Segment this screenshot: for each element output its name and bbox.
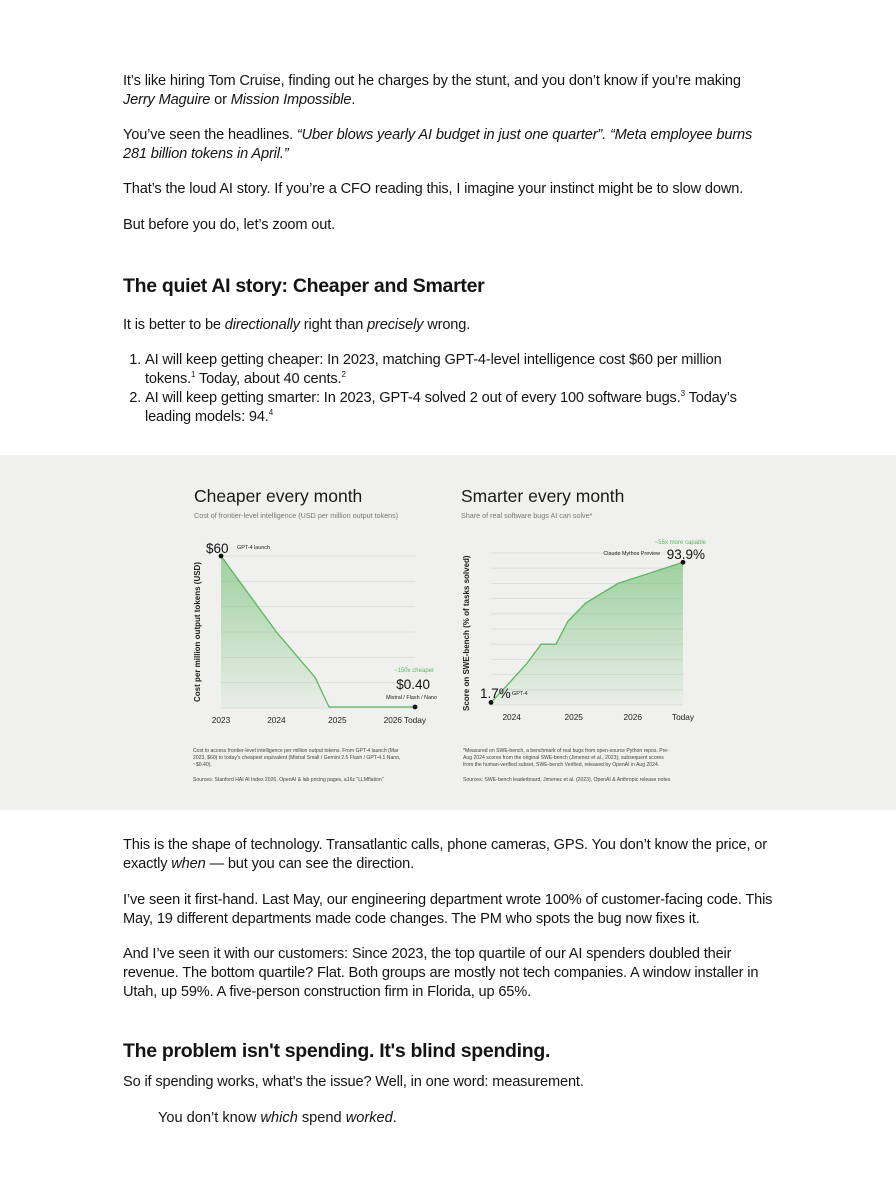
emphasis: “Uber blows yearly AI budget in just one quarter”. “Meta employee burns 281 billion tokens in April.” [123, 127, 753, 162]
chart-title: Cheaper every month [194, 486, 363, 506]
intro [123, 72, 773, 110]
x-tick-label: 2024 [502, 712, 521, 722]
list-item [145, 351, 773, 389]
footnote-line: Cost to access frontier-level intelligence per million output tokens. From GPT-4 launch (Mar [193, 748, 399, 754]
end-note: Mistral / Flash / Nano [386, 695, 437, 701]
chart-smarter [461, 486, 707, 783]
charts-svg [0, 455, 896, 810]
chart-title: Smarter every month [461, 486, 625, 506]
footnote-line: ~$0.40). [193, 762, 212, 768]
section-heading-cheaper-smarter: The quiet AI story: Cheaper and Smarter [123, 275, 485, 297]
intro-2 [123, 126, 773, 164]
intro-paragraph-2 [123, 126, 773, 164]
x-tick-label: Today [671, 712, 695, 722]
section-2-lead-wrap [123, 1073, 773, 1092]
end-value-label: 93.9% [666, 547, 705, 562]
after-paragraph-3: And I’ve seen it with our customers: Since 2023, the top quartile of our AI spenders doubled their revenue. The bottom quartile? Flat. Both groups are mostly not tech companies. A window installer in Utah, up 59%. A five-person construction firm in Florida, up 65%. [123, 946, 759, 1000]
x-tick-label: 2025 [564, 712, 583, 722]
text-run: right than [299, 317, 368, 333]
emphasis: precisely [367, 317, 424, 333]
emphasis: directionally [224, 317, 300, 333]
list-item [145, 389, 773, 427]
chart-subtitle: Cost of frontier-level intelligence (USD per million output tokens) [194, 511, 399, 520]
text-run: It is better to be [123, 317, 225, 333]
intro-4 [123, 216, 773, 235]
x-ticks [502, 712, 694, 722]
section-1-list-wrap [123, 351, 773, 427]
after-2 [123, 891, 773, 929]
text-run: spend [297, 1110, 346, 1126]
end-note: Claude Mythos Preview [603, 551, 660, 557]
section-2-lead: So if spending works, what's the issue? Well, in one word: measurement. [123, 1074, 584, 1090]
text-run: Today’s leading models: 94. [145, 390, 737, 425]
after-paragraph-2: I’ve seen it first-hand. Last May, our engineering department wrote 100% of customer-facing code. This May, 19 different departments made code changes. The PM who spots the bug now fixes it. [123, 892, 773, 927]
x-ticks [212, 715, 427, 725]
section-1 [123, 274, 773, 298]
x-tick-label: 2026 [623, 712, 643, 722]
text-run: It’s like hiring Tom Cruise, finding out he charges by the stunt, and you don’t know if you’re making [123, 73, 741, 89]
text-run: . [351, 92, 356, 108]
x-tick-label: 2023 [211, 715, 231, 725]
emphasis: which [260, 1110, 298, 1126]
start-note: GPT-4 launch [237, 545, 270, 551]
start-note: GPT-4 [512, 691, 528, 697]
section-1-lead-wrap [123, 316, 773, 335]
start-value-label: $60 [206, 541, 229, 556]
start-value-label: 1.7% [480, 686, 511, 701]
chart-subtitle: Share of real software bugs AI can solve* [461, 511, 593, 520]
text-run: AI will keep getting smarter: In 2023, GPT-4 solved 2 out of every 100 software bugs. [145, 390, 681, 406]
section-2 [123, 1039, 773, 1063]
text-run: You’ve seen the headlines. [123, 127, 297, 143]
after-1 [123, 836, 773, 874]
footnote-ref: 4 [268, 408, 274, 417]
footnote-ref: 3 [680, 389, 685, 398]
y-axis-label: Score on SWE-bench (% of tasks solved) [462, 555, 471, 711]
emphasis: when [171, 856, 206, 872]
footnote-line: from the human-verified subset, SWE-bench Verified, released by OpenAI in Aug 2024. [463, 762, 660, 768]
intro-paragraph-1 [123, 72, 773, 110]
footnote-ref: 2 [341, 370, 346, 379]
text-run: wrong. [423, 317, 471, 333]
text-run: — but you can see the direction. [205, 856, 414, 872]
x-tick-label: 2026 [383, 715, 403, 725]
emphasis: Mission Impossible [230, 92, 352, 108]
footnote-line: Aug 2024 scores from the original SWE-bench (Jimenez et al., 2023); subsequent scores [463, 755, 664, 761]
text-run: You don’t know [158, 1110, 261, 1126]
chart-cheaper [193, 486, 437, 783]
numbered-list [123, 351, 773, 427]
emphasis: Jerry Maguire [123, 92, 211, 108]
callout: ~150x cheaper [394, 668, 434, 674]
emphasis: worked [345, 1110, 393, 1126]
callout: ~55x more capable [654, 540, 706, 546]
text-run: . [392, 1110, 397, 1126]
after-3 [123, 945, 773, 1002]
charts-panel [0, 455, 896, 810]
footnote-line: *Measured on SWE-bench, a benchmark of real bugs from open-source Python repos. Pre- [463, 748, 669, 754]
end-value-label: $0.40 [396, 677, 430, 692]
section-1-lead [123, 316, 773, 335]
sources: Sources: Stanford HAI AI Index 2026, OpenAI & lab pricing pages, a16z "LLMflation" [193, 777, 384, 783]
y-axis-label: Cost per million output tokens (USD) [193, 562, 202, 702]
intro-paragraph-3: That’s the loud AI story. If you’re a CFO reading this, I imagine your instinct might be to slow down. [123, 181, 744, 197]
pull-quote [158, 1109, 397, 1128]
footnote-ref: 1 [191, 370, 196, 379]
footnote-line: 2023, $60) to today's cheapest equivalent (Mistral Small / Gemini 2.5 Flash / GPT-4.1 Nano, [193, 755, 401, 761]
end-point [413, 705, 418, 710]
text-run: This is the shape of technology. Transatlantic calls, phone cameras, GPS. You don’t know the price, or exactly [123, 837, 767, 872]
text-run: AI will keep getting cheaper: In 2023, matching GPT-4-level intelligence cost $60 per million tokens. [145, 352, 722, 387]
intro-paragraph-4: But before you do, let’s zoom out. [123, 217, 336, 233]
text-run: Today, about 40 cents. [195, 371, 342, 387]
x-tick-label: Today [403, 715, 427, 725]
x-tick-label: 2024 [267, 715, 286, 725]
after-paragraph-1 [123, 836, 773, 874]
x-tick-label: 2025 [328, 715, 347, 725]
intro-3 [123, 180, 773, 199]
section-heading-blind-spending: The problem isn't spending. It's blind spending. [123, 1040, 551, 1062]
sources: Sources: SWE-bench leaderboard, Jimenez et al. (2023), OpenAI & Anthropic release notes [463, 777, 671, 783]
text-run: or [210, 92, 231, 108]
